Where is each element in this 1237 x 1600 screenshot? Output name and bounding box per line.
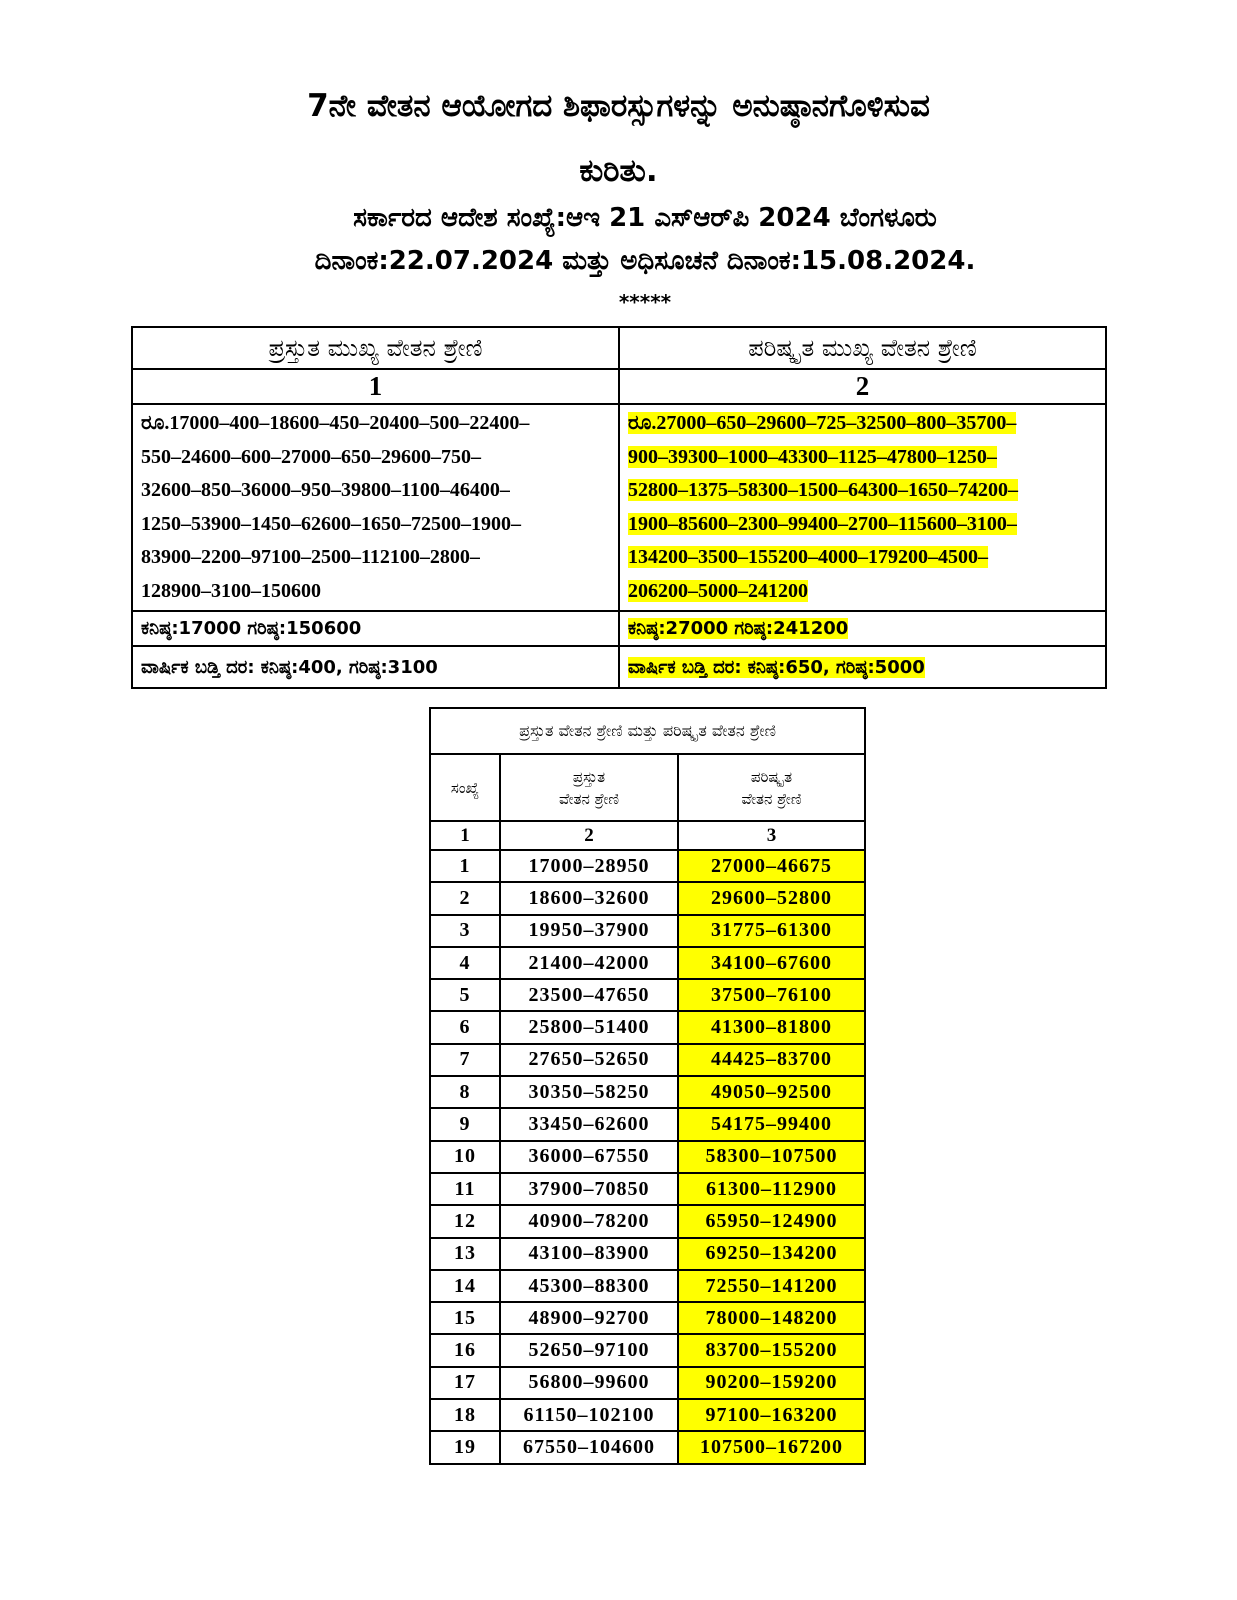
revised-min-max [619,611,1106,646]
current-scale-cell: 36000–67550 [500,1141,678,1173]
scale-line-text: ರೂ.17000–400–18600–450–20400–500–22400– [141,412,530,434]
current-scale-cell: 19950–37900 [500,915,678,947]
scale-line-text: 134200–3500–155200–4000–179200–4500– [628,546,988,568]
serial-cell: 14 [430,1270,500,1302]
serial-cell: 18 [430,1399,500,1431]
table-title: ಪ್ರಸ್ತುತ ವೇತನ ಶ್ರೇಣಿ ಮತ್ತು ಪರಿಷ್ಕೃತ ವೇತನ ಶ್ರೇಣಿ [430,708,865,754]
serial-cell: 13 [430,1238,500,1270]
serial-cell: 15 [430,1302,500,1334]
table-row [430,1431,865,1463]
scale-line-text: 52800–1375–58300–1500–64300–1650–74200– [628,479,1018,501]
scale-line-text: 32600–850–36000–950–39800–1100–46400– [141,479,510,501]
serial-cell: 2 [430,882,500,914]
document-title: 7ನೇ ವೇತನ ಆಯೋಗದ ಶಿಫಾರಸ್ಸುಗಳನ್ನು ಅನುಷ್ಠಾನಗೊಳಿಸುವ [307,88,930,124]
serial-cell: 16 [430,1334,500,1366]
scale-line-text: 1900–85600–2300–99400–2700–115600–3100– [628,512,1017,535]
column-number: 1 [132,369,619,404]
header-revised [678,754,865,821]
scale-line [141,541,610,575]
column-number: 3 [678,821,865,850]
table-row [430,1108,865,1140]
revised-min-max-text: ಕನಿಷ್ಠ:27000 ಗರಿಷ್ಠ:241200 [628,618,849,639]
current-scale-cell: 18600–32600 [500,882,678,914]
current-scale-cell: 67550–104600 [500,1431,678,1463]
table-row [430,1399,865,1431]
revised-increment-text: ವಾರ್ಷಿಕ ಬಡ್ತಿ ದರ: ಕನಿಷ್ಠ:650, ಗರಿಷ್ಠ:5000 [628,656,925,678]
header-revised-line2: ವೇತನ ಶ್ರೇಣಿ [741,789,802,808]
table-row [430,1011,865,1043]
serial-cell: 11 [430,1173,500,1205]
current-scale-cell: 45300–88300 [500,1270,678,1302]
revised-scale-cell: 72550–141200 [678,1270,865,1302]
table-row [430,882,865,914]
scale-line [141,575,610,609]
table-row [430,1141,865,1173]
revised-scale-cell: 27000–46675 [678,850,865,882]
scale-line [628,474,1097,508]
order-dates: ದಿನಾಂಕ:22.07.2024 ಮತ್ತು ಅಧಿಸೂಚನೆ ದಿನಾಂಕ:15.08.2024. [314,246,976,276]
table-row [430,850,865,882]
table-row [430,1044,865,1076]
scale-line [628,441,1097,475]
current-scale-cell: 52650–97100 [500,1334,678,1366]
scale-line [141,508,610,542]
serial-cell: 5 [430,979,500,1011]
header-revised-scale: ಪರಿಷ್ಕೃತ ಮುಖ್ಯ ವೇತನ ಶ್ರೇಣಿ [619,327,1106,369]
serial-cell: 12 [430,1205,500,1237]
header-current [500,754,678,821]
table-row [430,1238,865,1270]
serial-cell: 19 [430,1431,500,1463]
current-scale-cell: 21400–42000 [500,947,678,979]
current-scale-cell: 61150–102100 [500,1399,678,1431]
serial-cell: 8 [430,1076,500,1108]
revised-scale-cell: 90200–159200 [678,1367,865,1399]
master-pay-scale-table [131,326,1107,689]
column-number: 2 [619,369,1106,404]
table-row [430,1270,865,1302]
serial-cell: 4 [430,947,500,979]
table-row [430,1334,865,1366]
revised-scale-cell: 49050–92500 [678,1076,865,1108]
revised-scale-text [619,404,1106,611]
scale-line [628,575,1097,609]
pay-scale-comparison-table [429,707,866,1465]
table-row [430,1367,865,1399]
current-min-max-text: ಕನಿಷ್ಠ:17000 ಗರಿಷ್ಠ:150600 [141,618,362,639]
current-scale-cell: 17000–28950 [500,850,678,882]
scale-line-text: 83900–2200–97100–2500–112100–2800– [141,546,480,568]
scale-line [141,441,610,475]
revised-increment [619,646,1106,688]
column-number: 1 [430,821,500,850]
revised-scale-cell: 83700–155200 [678,1334,865,1366]
current-scale-cell: 43100–83900 [500,1238,678,1270]
table-row [430,1205,865,1237]
serial-cell: 17 [430,1367,500,1399]
table-row [430,947,865,979]
revised-scale-cell: 69250–134200 [678,1238,865,1270]
serial-cell: 7 [430,1044,500,1076]
revised-scale-cell: 107500–167200 [678,1431,865,1463]
header-current-line2: ವೇತನ ಶ್ರೇಣಿ [559,789,619,808]
revised-scale-cell: 58300–107500 [678,1141,865,1173]
current-scale-cell: 33450–62600 [500,1108,678,1140]
scale-line-text: 550–24600–600–27000–650–29600–750– [141,445,481,468]
separator-stars: ***** [618,290,672,314]
table-row [430,979,865,1011]
current-scale-text [132,404,619,611]
revised-scale-cell: 78000–148200 [678,1302,865,1334]
current-scale-cell: 40900–78200 [500,1205,678,1237]
scale-line [628,541,1097,575]
column-number: 2 [500,821,678,850]
current-scale-cell: 30350–58250 [500,1076,678,1108]
current-scale-cell: 25800–51400 [500,1011,678,1043]
revised-scale-cell: 29600–52800 [678,882,865,914]
revised-scale-cell: 31775–61300 [678,915,865,947]
revised-scale-cell: 37500–76100 [678,979,865,1011]
scale-line-text: 900–39300–1000–43300–1125–47800–1250– [628,445,997,468]
current-increment-text: ವಾರ್ಷಿಕ ಬಡ್ತಿ ದರ: ಕನಿಷ್ಠ:400, ಗರಿಷ್ಠ:3100 [141,656,438,678]
current-scale-cell: 37900–70850 [500,1173,678,1205]
current-scale-cell: 27650–52650 [500,1044,678,1076]
revised-scale-cell: 44425–83700 [678,1044,865,1076]
current-scale-cell: 23500–47650 [500,979,678,1011]
scale-line-text: ರೂ.27000–650–29600–725–32500–800–35700– [628,412,1017,434]
revised-scale-cell: 54175–99400 [678,1108,865,1140]
header-serial-text: ಸಂಖ್ಯೆ [450,778,480,797]
scale-line [141,474,610,508]
scale-line-text: 206200–5000–241200 [628,579,808,602]
revised-scale-cell: 34100–67600 [678,947,865,979]
header-serial [430,754,500,821]
serial-cell: 3 [430,915,500,947]
current-increment [132,646,619,688]
revised-scale-cell: 65950–124900 [678,1205,865,1237]
scale-line [628,407,1097,441]
table-row [430,915,865,947]
serial-cell: 6 [430,1011,500,1043]
document-title-cont: ಕುರಿತು. [579,153,658,189]
revised-scale-cell: 41300–81800 [678,1011,865,1043]
current-scale-cell: 48900–92700 [500,1302,678,1334]
header-current-scale: ಪ್ರಸ್ತುತ ಮುಖ್ಯ ವೇತನ ಶ್ರೇಣಿ [132,327,619,369]
scale-line-text: 128900–3100–150600 [141,579,321,602]
table-row [430,1076,865,1108]
serial-cell: 10 [430,1141,500,1173]
serial-cell: 1 [430,850,500,882]
table-row [430,1173,865,1205]
serial-cell: 9 [430,1108,500,1140]
scale-line [141,407,610,441]
scale-line-text: 1250–53900–1450–62600–1650–72500–1900– [141,512,521,535]
revised-scale-cell: 97100–163200 [678,1399,865,1431]
header-current-line1: ಪ್ರಸ್ತುತ [572,767,606,786]
scale-line [628,508,1097,542]
table-row [430,1302,865,1334]
revised-scale-cell: 61300–112900 [678,1173,865,1205]
current-scale-cell: 56800–99600 [500,1367,678,1399]
current-min-max [132,611,619,646]
header-revised-line1: ಪರಿಷ್ಕೃತ [750,767,793,786]
order-number: ಸರ್ಕಾರದ ಆದೇಶ ಸಂಖ್ಯೆ:ಆಇ 21 ಎಸ್‌ಆರ್‌ಪಿ 2024 ಬೆಂಗಳೂರು [353,203,937,233]
